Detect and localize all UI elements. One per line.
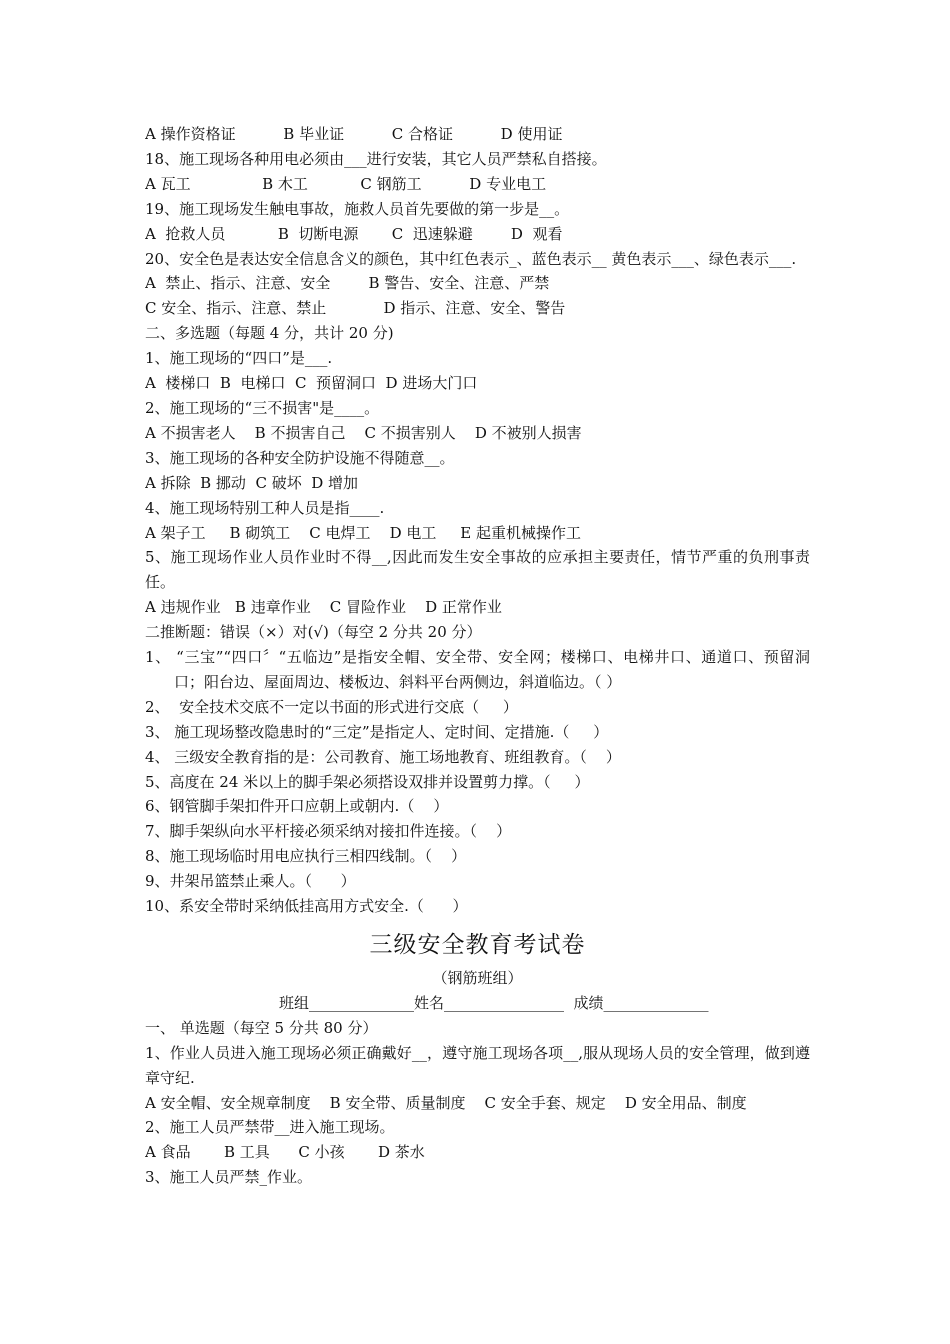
sq2-question: 2、施工人员严禁带__进入施工现场。 <box>145 1118 395 1137</box>
tf6-question: 6、钢管脚手架扣件开口应朝上或朝内.（ ） <box>145 797 449 816</box>
tf10-question: 10、系安全带时采纳低挂高用方式安全.（ ） <box>145 897 468 916</box>
section-heading: 二、多选题（每题 4 分，共计 20 分) <box>145 324 394 343</box>
mq3-question: 3、施工现场的各种安全防护设施不得随意__。 <box>145 448 455 467</box>
mq2-options: A 不损害老人 B 不损害自己 C 不损害别人 D 不被别人损害 <box>145 423 582 442</box>
section-multiple-choice <box>145 321 810 620</box>
exam-info-fields: 班组______________姓名________________ 成绩______________ <box>279 993 709 1012</box>
mq5-options: A 违规作业 B 违章作业 C 冒险作业 D 正常作业 <box>145 598 502 617</box>
tf8-question: 8、施工现场临时用电应执行三相四线制。（ ） <box>145 847 467 866</box>
section-true-false <box>145 620 810 919</box>
sq1-options: A 安全帽、安全规章制度 B 安全带、质量制度 C 安全手套、规定 D 安全用品、制度 <box>145 1093 747 1112</box>
tf1-question: 1、 “三宝”“四口〞“五临边”是指安全帽、安全带、安全网；楼梯口、电梯井口、通道口、预留洞口；阳台边、屋面周边、楼板边、斜料平台两侧边，斜道临边。（ ） <box>145 648 810 691</box>
tf9-question: 9、井架吊篮禁止乘人。（ ） <box>145 872 356 891</box>
mq1-options: A 楼梯口 B 电梯口 C 预留洞口 D 进场大门口 <box>145 374 478 393</box>
q20-options-cd: C 安全、指示、注意、禁止 D 指示、注意、安全、警告 <box>145 299 566 318</box>
mq3-options: A 拆除 B 挪动 C 破坏 D 增加 <box>145 473 359 492</box>
section-heading: 一、 单选题（每空 5 分共 80 分） <box>145 1018 378 1037</box>
tf7-question: 7、脚手架纵向水平杆接必须采纳对接扣件连接。（ ） <box>145 822 512 841</box>
section-single-choice-continued <box>145 122 810 321</box>
mq5-question: 5、施工现场作业人员作业时不得__,因此而发生安全事故的应承担主要责任，情节严重的负刑事责任。 <box>145 548 810 592</box>
tf5-question: 5、高度在 24 米以上的脚手架必须搭设双排并设置剪力撑。（ ） <box>145 772 590 791</box>
q18-question: 18、施工现场各种用电必须由___进行安装，其它人员严禁私自搭接。 <box>145 149 607 168</box>
q19-options: A 抢救人员 B 切断电源 C 迅速躲避 D 观看 <box>145 224 563 243</box>
exam-title: 三级安全教育考试卷 <box>369 932 586 958</box>
document-page <box>145 122 810 1190</box>
section-heading: 二推断题：错误（×）对(√)（每空 2 分共 20 分） <box>145 623 482 642</box>
exam-subtitle: （钢筋班组） <box>432 969 523 987</box>
section-single-choice <box>145 1016 810 1190</box>
mq1-question: 1、施工现场的“四口”是___. <box>145 349 333 368</box>
mq4-options: A 架子工 B 砌筑工 C 电焊工 D 电工 E 起重机械操作工 <box>145 523 581 542</box>
sq2-options: A 食品 B 工具 C 小孩 D 茶水 <box>145 1143 425 1162</box>
q19-question: 19、施工现场发生触电事故，施救人员首先要做的第一步是__。 <box>145 199 570 218</box>
mq4-question: 4、施工现场特别工种人员是指____. <box>145 498 385 517</box>
q20-question: 20、安全色是表达安全信息含义的颜色，其中红色表示_、蓝色表示__ 黄色表示___、绿色表示___. <box>145 249 797 268</box>
q20-options-ab: A 禁止、指示、注意、安全 B 警告、安全、注意、严禁 <box>145 274 550 293</box>
tf4-question: 4、 三级安全教育指的是：公司教育、施工场地教育、班组教育。（ ） <box>145 747 621 766</box>
q18-options: A 瓦工 B 木工 C 钢筋工 D 专业电工 <box>145 174 547 193</box>
sq1-question: 1、作业人员进入施工现场必须正确戴好__，遵守施工现场各项__,服从现场人员的安全管理，做到遵章守纪. <box>145 1043 810 1087</box>
mq2-question: 2、施工现场的“三不损害"是____。 <box>145 398 380 417</box>
tf2-question: 2、 安全技术交底不一定以书面的形式进行交底（ ） <box>145 697 518 716</box>
sq3-question: 3、施工人员严禁_作业。 <box>145 1168 313 1187</box>
q17-options: A 操作资格证 B 毕业证 C 合格证 D 使用证 <box>145 125 563 143</box>
exam-header <box>145 928 810 1016</box>
tf3-question: 3、 施工现场整改隐患时的“三定”是指定人、定时间、定措施.（ ） <box>145 722 609 741</box>
